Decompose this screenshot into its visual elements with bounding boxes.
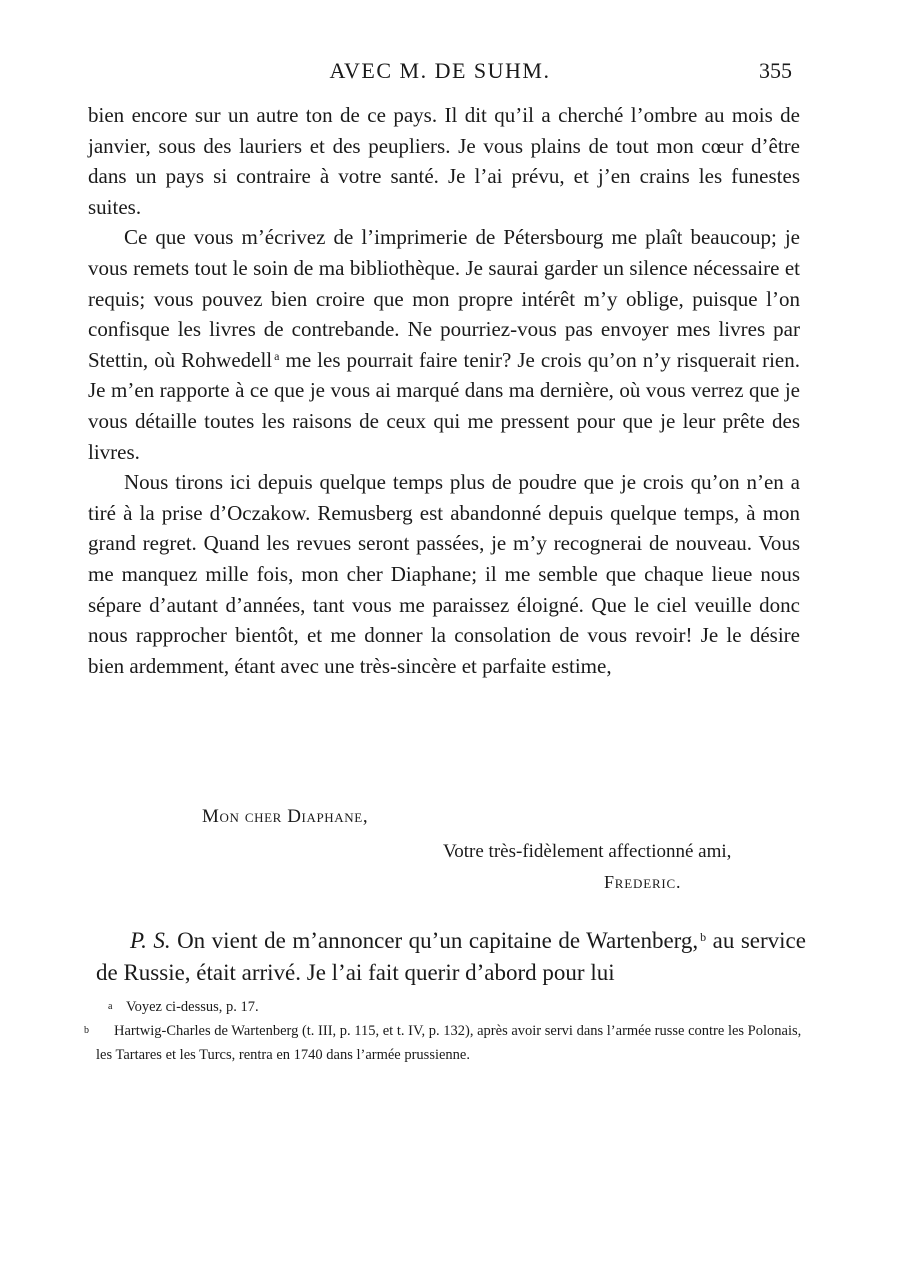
postscript-part-2: au service de Russie, était arrivé. Je l’ai fait querir d’abord pour lui bbox=[96, 928, 806, 985]
salutation: Mon cher Diaphane, bbox=[202, 806, 369, 827]
footnote-mark-b: b bbox=[700, 930, 707, 944]
closing-line: Votre très-fidèlement affectionné ami, bbox=[443, 841, 732, 862]
postscript-part-1: On vient de m’annoncer qu’un capitaine de Wartenberg, bbox=[170, 928, 699, 953]
paragraph-1: bien encore sur un autre ton de ce pays. Il dit qu’il a cherché l’ombre au mois de janvier, sous des lauriers et des peupliers. Je vous plains de tout mon cœur d’être dans un pays si contraire à votre santé. Je l’ai prévu, et j’en crains les funestes suites. bbox=[88, 103, 800, 219]
postscript bbox=[96, 925, 806, 989]
paragraph-3: Nous tirons ici depuis quelque temps plus de poudre que je crois qu’on n’en a tiré à la prise d’Oczakow. Remusberg est abandonné depuis quelque temps, à mon grand regret. Quand les revues seront passées, je m’y recognerai de nouveau. Vous me manquez mille fois, mon cher Diaphane; il me semble que chaque lieue nous sépare d’autant d’années, tant vous me paraissez éloigné. Que le ciel veuille donc nous rapprocher bientôt, et me donner la consolation de vous revoir! Je le désire bien ardemment, étant avec une très-sincère et parfaite estime, bbox=[88, 470, 800, 678]
page-header bbox=[88, 58, 792, 92]
footnote-b-mark: b bbox=[84, 1025, 89, 1036]
footnote-b-text: Hartwig-Charles de Wartenberg (t. III, p. 115, et t. IV, p. 132), après avoir servi dans l’armée russe contre les Polonais, les Tartares et les Turcs, rentra en 1740 dans l’armée prussienne. bbox=[96, 1023, 802, 1063]
footnote-a-text: Voyez ci-dessus, p. 17. bbox=[126, 999, 259, 1015]
postscript-label: P. S. bbox=[130, 928, 171, 953]
footnote-mark-a: a bbox=[274, 348, 280, 363]
letter-body bbox=[88, 100, 800, 681]
paragraph-2 bbox=[88, 222, 800, 467]
paragraph-2-part-2: me les pourrait faire tenir? Je crois qu’on n’y risquerait rien. Je m’en rapporte à ce que je vous ai marqué dans ma dernière, où vous verrez que je vous détaille toutes les raisons de ceux qui me pressent pour que je leur prête des livres. bbox=[88, 347, 801, 464]
footnote-a-mark: a bbox=[108, 1001, 113, 1012]
footnotes bbox=[84, 995, 806, 1067]
signature: Frederic. bbox=[604, 872, 682, 892]
running-head: AVEC M. DE SUHM. bbox=[329, 58, 551, 83]
page-number: 355 bbox=[759, 58, 792, 83]
paragraph-2-part-1: Ce que vous m’écrivez de l’imprimerie de Pétersbourg me plaît beaucoup; je vous remets tout le soin de ma bibliothèque. Je saurai garder un silence nécessaire et requis; vous pouvez bien croire que mon propre intérêt m’y oblige, puisque l’on confisque les livres de contrebande. Ne pourriez-vous pas envoyer mes livres par Stettin, où Rohwedell bbox=[88, 225, 800, 372]
footnote-a bbox=[96, 995, 806, 1019]
footnote-b bbox=[84, 1019, 806, 1067]
